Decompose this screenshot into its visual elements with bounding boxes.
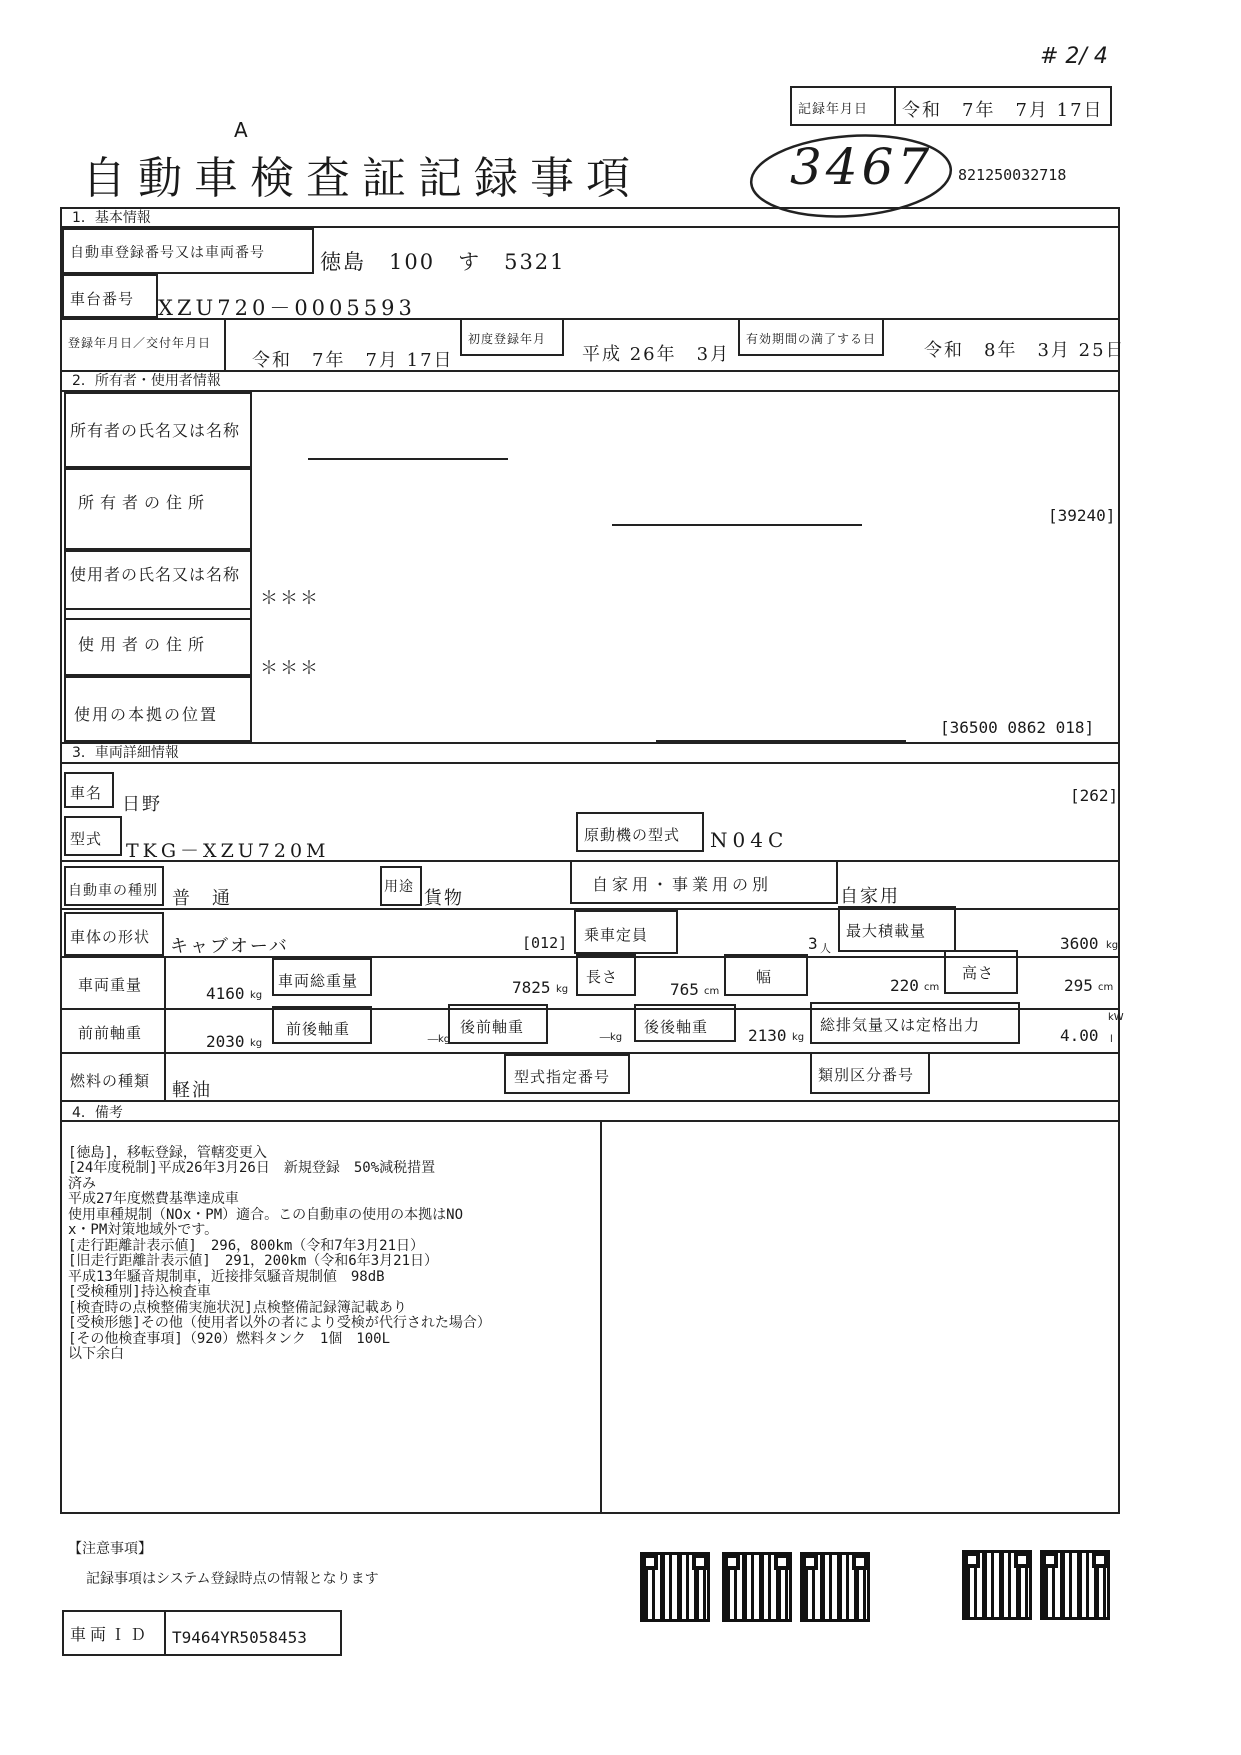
use-value: 貨物	[424, 888, 464, 909]
sec3-heading: 3．車両詳細情報	[72, 745, 179, 761]
name-code: [262]	[1070, 786, 1119, 805]
maxload-label: 最大積載量	[846, 922, 927, 940]
capacity-unit: 人	[820, 942, 831, 955]
length-value: 765	[670, 980, 699, 999]
remarks-line: [受検形態]その他（使用者以外の者により受検が代行された場合）	[68, 1315, 491, 1331]
first-reg-label: 初度登録年月	[468, 332, 547, 346]
remarks-line: 以下余白	[68, 1346, 124, 1362]
rf-unit: kg	[610, 1032, 623, 1043]
model-label: 型式	[70, 830, 103, 848]
sec4-heading: 4．備考	[72, 1105, 123, 1121]
vehicle-id-value: T9464YR5058453	[172, 1628, 307, 1647]
rr-label: 後後軸重	[644, 1018, 709, 1036]
weight-value: 4160	[206, 984, 245, 1003]
kind-value: 普 通	[172, 888, 232, 909]
expiry-label: 有効期間の満了する日	[746, 332, 877, 346]
mark-a: A	[234, 118, 248, 142]
body-value: キャブオーバ	[170, 936, 289, 957]
remarks-line: [走行距離計表示値] 296，800km（令和7年3月21日）	[68, 1237, 425, 1254]
model-value: TKG－XZU720M	[126, 840, 330, 862]
notes-text: 記録事項はシステム登録時点の情報となります	[86, 1571, 379, 1587]
sec1-heading: 1．基本情報	[72, 210, 151, 226]
use-label: 用途	[384, 879, 414, 895]
classno-label: 類別区分番号	[818, 1066, 915, 1084]
base-label: 使用の本拠の位置	[74, 705, 219, 724]
record-date-label: 記録年月日	[798, 102, 869, 117]
remarks-line: [24年度税制]平成26年3月26日 新規登録 50%減税措置	[68, 1160, 436, 1176]
base-code: [36500 0862 018]	[940, 718, 1095, 737]
width-unit: cm	[924, 982, 940, 993]
remarks-line: 使用車種規制（NOx・PM）適合。この自動車の使用の本拠はNO	[68, 1206, 463, 1223]
weight-unit: kg	[250, 990, 263, 1001]
qr-code-1-icon	[640, 1552, 710, 1622]
sec2-heading: 2．所有者・使用者情報	[72, 373, 221, 389]
user-name-value: ＊＊＊	[260, 588, 320, 609]
width-value: 220	[890, 976, 919, 995]
disp-value: 4.00	[1060, 1026, 1099, 1045]
chassis-label: 車台番号	[70, 290, 135, 308]
owner-addr-label: 所有者の住所	[78, 493, 211, 512]
width-label: 幅	[756, 968, 773, 986]
remarks-line: [その他検査事項]（920）燃料タンク 1個 100L	[68, 1330, 391, 1347]
reg-date-label: 登録年月日／交付年月日	[68, 336, 212, 350]
fr-unit: kg	[438, 1034, 451, 1045]
engine-value: N04C	[710, 828, 789, 852]
remarks-line: x・PM対策地域外です。	[68, 1222, 219, 1238]
qr-code-2-icon	[722, 1552, 792, 1622]
fuel-label: 燃料の種類	[70, 1072, 151, 1090]
owner-name-label: 所有者の氏名又は名称	[70, 421, 241, 440]
notes-heading: 【注意事項】	[68, 1541, 152, 1557]
remarks-line: 平成27年度燃費基準達成車	[68, 1191, 239, 1207]
engine-label: 原動機の型式	[584, 826, 681, 844]
rf-value: －	[598, 1031, 612, 1047]
reg-no-value: 徳島 100 す 5321	[320, 250, 566, 274]
handwritten-number: 3467	[790, 138, 934, 196]
remarks-text	[68, 1130, 491, 1378]
length-label: 長さ	[586, 968, 619, 986]
user-name-label: 使用者の氏名又は名称	[70, 565, 241, 584]
kind-label: 自動車の種別	[68, 883, 158, 899]
ff-value: 2030	[206, 1032, 245, 1051]
reg-date-value: 令和 7年 7月 17日	[252, 350, 454, 371]
remarks-line: 平成13年騒音規制車，近接排気騒音規制値 98dB	[68, 1268, 385, 1285]
fr-value: －	[426, 1033, 440, 1049]
document-title: 自動車検査証記録事項	[82, 153, 642, 204]
disp-label: 総排気量又は定格出力	[820, 1016, 981, 1034]
rr-unit: kg	[792, 1032, 805, 1043]
remarks-line: [受検種別]持込検査車	[68, 1284, 211, 1300]
name-label: 車名	[70, 784, 103, 802]
qr-code-4-icon	[962, 1550, 1032, 1620]
maxload-value: 3600	[1060, 934, 1099, 953]
first-reg-value: 平成 26年 3月	[582, 344, 731, 365]
reg-no-label: 自動車登録番号又は車両番号	[70, 245, 265, 261]
disp-unit-kw: kW	[1108, 1012, 1124, 1023]
weight-label: 車両重量	[78, 976, 143, 994]
chassis-value: XZU720－0005593	[158, 296, 416, 320]
gross-label: 車両総重量	[278, 972, 359, 990]
page-number: # 2/ 4	[1040, 44, 1108, 69]
name-value: 日野	[122, 794, 162, 815]
body-label: 車体の形状	[70, 928, 151, 946]
maxload-unit: kg	[1106, 940, 1119, 951]
document-number: 821250032718	[958, 166, 1067, 184]
record-date-value: 令和 7年 7月 17日	[902, 100, 1104, 121]
rr-value: 2130	[748, 1026, 787, 1045]
user-addr-label: 使用者の住所	[78, 635, 211, 654]
typeno-label: 型式指定番号	[514, 1068, 611, 1086]
expiry-value: 令和 8年 3月 25日	[924, 340, 1126, 361]
private-label: 自家用・事業用の別	[592, 875, 773, 894]
vehicle-id-label: 車両ＩＤ	[70, 1625, 151, 1644]
qr-code-5-icon	[1040, 1550, 1110, 1620]
height-value: 295	[1064, 976, 1093, 995]
rf-label: 後前軸重	[460, 1018, 525, 1036]
private-value: 自家用	[840, 886, 900, 907]
qr-code-3-icon	[800, 1552, 870, 1622]
capacity-label: 乗車定員	[584, 926, 649, 944]
length-unit: cm	[704, 986, 720, 997]
height-unit: cm	[1098, 982, 1114, 993]
height-label: 高さ	[962, 964, 995, 982]
fr-label: 前後軸重	[286, 1020, 351, 1038]
remarks-line: [徳島]，移転登録，管轄変更入	[68, 1144, 267, 1161]
fuel-value: 軽油	[172, 1080, 212, 1101]
ff-label: 前前軸重	[78, 1024, 143, 1042]
gross-value: 7825	[512, 978, 551, 997]
owner-addr-code: [39240]	[1048, 506, 1116, 525]
remarks-line: [旧走行距離計表示値] 291，200km（令和6年3月21日）	[68, 1253, 439, 1269]
body-code: [012]	[522, 934, 568, 952]
capacity-value: 3	[808, 934, 818, 953]
user-addr-value: ＊＊＊	[260, 658, 320, 679]
remarks-line: [検査時の点検整備実施状況]点検整備記録簿記載あり	[68, 1299, 407, 1316]
remarks-line: 済み	[68, 1175, 96, 1192]
gross-unit: kg	[556, 984, 569, 995]
ff-unit: kg	[250, 1038, 263, 1049]
disp-unit: l	[1110, 1034, 1113, 1045]
